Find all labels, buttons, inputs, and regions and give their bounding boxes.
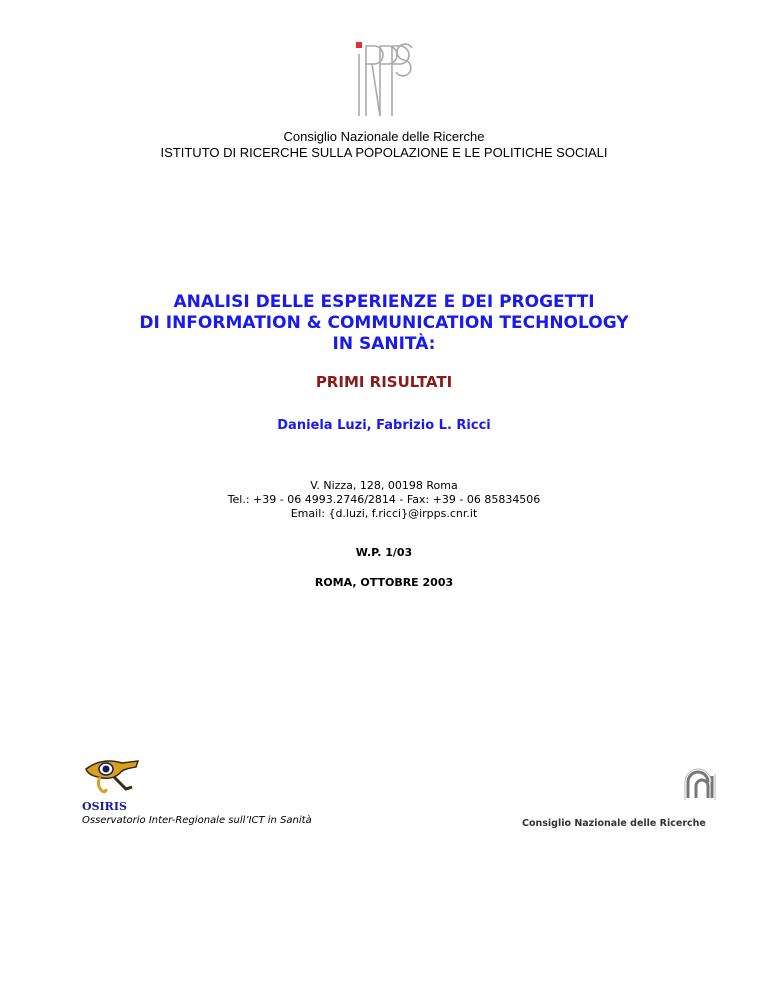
institute-header-line: ISTITUTO DI RICERCHE SULLA POPOLAZIONE E LE POLITICHE SOCIALI: [160, 145, 608, 160]
working-paper-number: W.P. 1/03: [355, 546, 413, 559]
place-date: ROMA, OTTOBRE 2003: [314, 576, 454, 589]
address-street: V. Nizza, 128, 00198 Roma: [310, 479, 458, 492]
cnr-footer-label: Consiglio Nazionale delle Ricerche: [522, 818, 706, 829]
address-phone: Tel.: +39 - 06 4993.2746/2814 - Fax: +39 - 06 85834506: [227, 493, 541, 506]
authors: Daniela Luzi, Fabrizio L. Ricci: [277, 418, 491, 433]
osiris-description: Osservatorio Inter-Regionale sull’ICT in Sanità: [82, 815, 312, 826]
eye-of-horus-icon: [82, 755, 140, 795]
cnr-logo-icon: [682, 768, 722, 804]
irpps-logo-icon: [354, 40, 414, 118]
title-line-2: DI INFORMATION & COMMUNICATION TECHNOLOGY: [139, 313, 629, 333]
address-email: Email: {d.luzi, f.ricci}@irpps.cnr.it: [290, 507, 478, 520]
title-line-3: IN SANITÀ:: [332, 334, 436, 354]
subtitle: PRIMI RISULTATI: [315, 373, 453, 391]
cnr-header-line: Consiglio Nazionale delle Ricerche: [283, 129, 485, 144]
title-line-1: ANALISI DELLE ESPERIENZE E DEI PROGETTI: [173, 292, 595, 312]
osiris-name: OSIRIS: [82, 800, 127, 813]
